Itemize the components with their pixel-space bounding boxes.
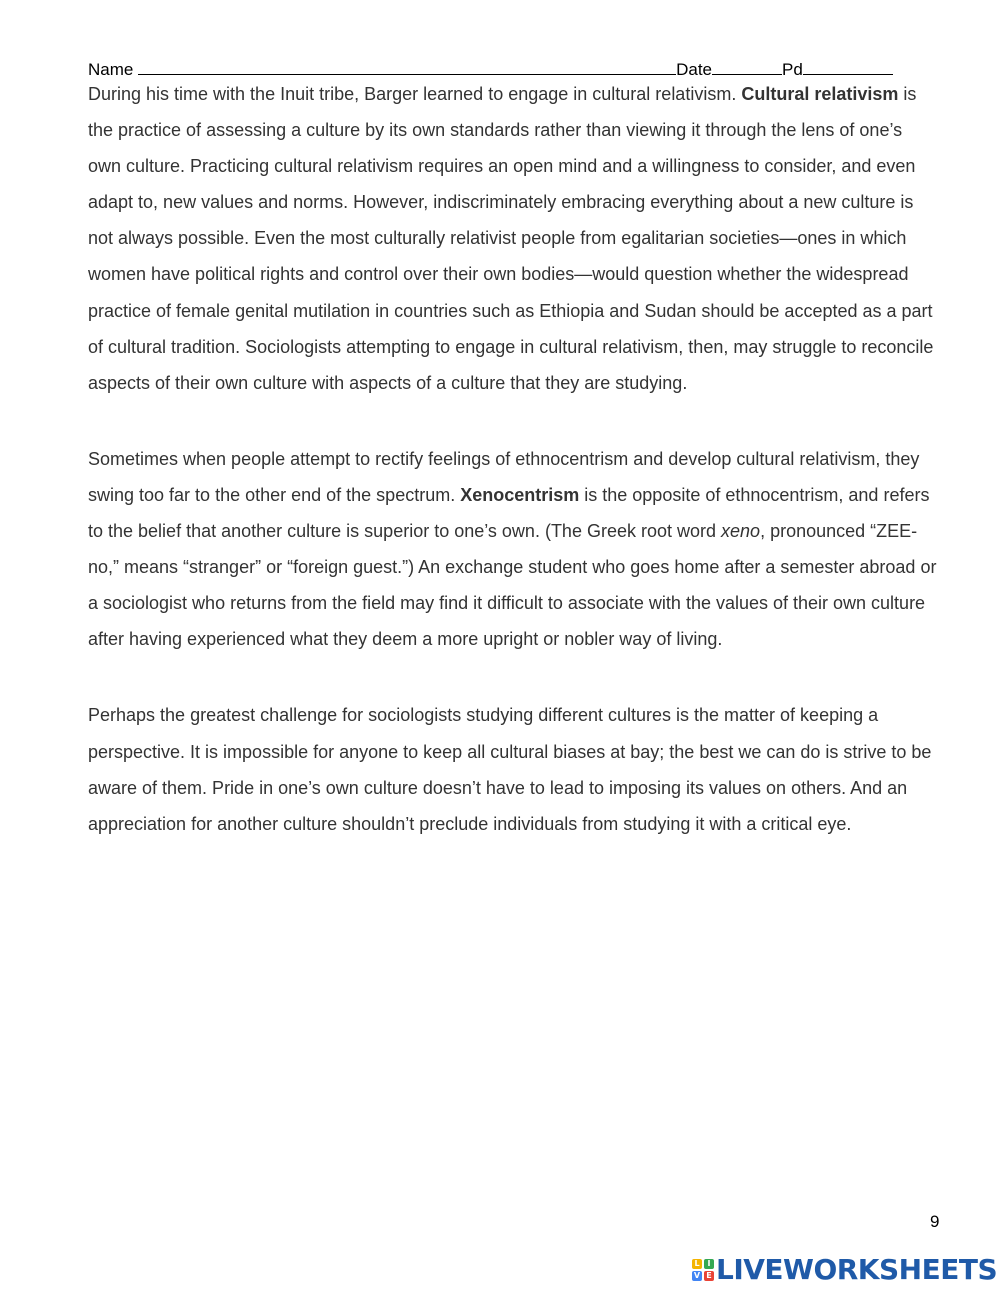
liveworksheets-wordmark: LIVEWORKSHEETS <box>716 1253 998 1286</box>
paragraph-text: During his time with the Inuit tribe, Barger learned to engage in cultural relativism. <box>88 84 742 104</box>
paragraph-perspective <box>88 697 938 841</box>
period-label: Pd <box>782 60 803 79</box>
logo-letter-l: L <box>692 1259 702 1269</box>
paragraph-text: is the practice of assessing a culture by its own standards rather than viewing it through the lens of one’s own culture. Practicing cultural relativism requires an open mind and a willingness to consider, and even adapt to, new values and norms. However, indiscriminately embracing everything about a new culture is not always possible. Even the most culturally relativist people from egalitarian societies—ones in which women have political rights and control over their own bodies—would question whether the widespread practice of female genital mutilation in countries such as Ethiopia and Sudan should be accepted as a part of cultural tradition. Sociologists attempting to engage in cultural relativism, then, may struggle to reconcile aspects of their own culture with aspects of a culture that they are studying. <box>88 84 934 393</box>
paragraph-text: is the opposite of ethnocentrism, and refers to the belief that another culture is superior to one’s own. (The Greek root word <box>88 484 930 542</box>
paragraph-xenocentrism <box>88 441 938 658</box>
logo-letter-i: I <box>704 1259 714 1269</box>
period-blank[interactable] <box>803 59 893 75</box>
term-cultural-relativism: Cultural relativism <box>741 84 899 104</box>
logo-letter-e: E <box>704 1271 714 1281</box>
term-xenocentrism: Xenocentrism <box>460 484 580 505</box>
logo-letter-v: V <box>693 1271 701 1280</box>
date-label: Date <box>676 60 713 79</box>
page-number: 9 <box>930 1212 940 1231</box>
paragraph-cultural-relativism <box>88 76 938 401</box>
liveworksheets-logo <box>692 1254 997 1286</box>
paragraph-text: Sometimes when people attempt to rectify feelings of ethnocentrism and develop cultural relativism, they swing too far to the other end of the spectrum. <box>88 448 920 505</box>
name-blank[interactable] <box>138 59 676 75</box>
date-blank[interactable] <box>712 59 782 75</box>
paragraph-text: Perhaps the greatest challenge for sociologists studying different cultures is the matter of keeping a perspective. It is impossible for anyone to keep all cultural biases at bay; the best we can do is strive to be aware of them. Pride in one’s own culture doesn’t have to lead to imposing its values on others. And an appreciation for another culture shouldn’t preclude individuals from studying it with a critical eye. <box>88 705 932 834</box>
reading-passage <box>88 76 938 842</box>
name-label: Name <box>88 60 134 79</box>
term-xeno: xeno <box>721 521 761 542</box>
paragraph-text: , pronounced “ZEE-no,” means “stranger” or “foreign guest.”) An exchange student who goes home after a semester abroad or a sociologist who returns from the field may find it difficult to associate with the values of their own culture after having experienced what they deem a more upright or nobler way of living. <box>88 521 937 650</box>
liveworksheets-logo-icon <box>692 1259 714 1281</box>
